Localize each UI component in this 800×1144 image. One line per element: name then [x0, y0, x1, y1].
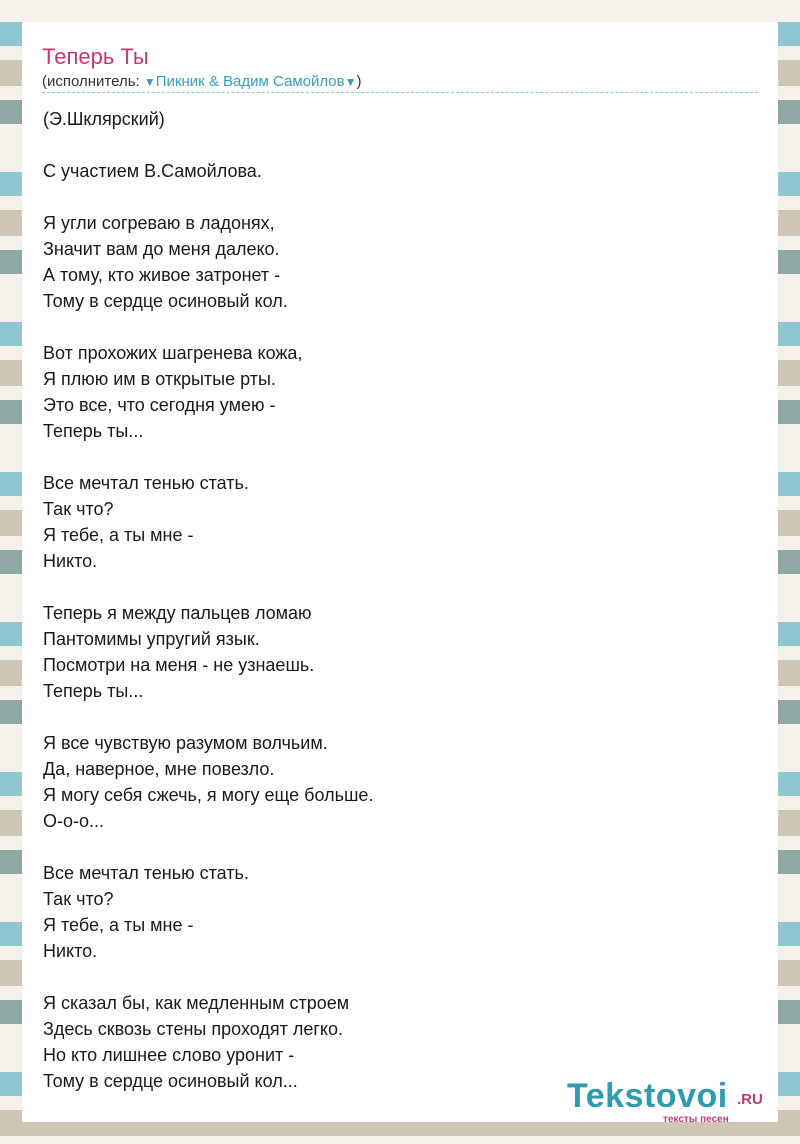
artist-line: [42, 73, 362, 90]
lyric-line: Тому в сердце осиновый кол.: [43, 291, 288, 311]
lyric-line: Все мечтал тенью стать.: [43, 863, 249, 883]
song-title: Теперь Ты: [42, 44, 149, 69]
stanza: [43, 730, 743, 834]
lyric-line: А тому, кто живое затронет -: [43, 265, 281, 285]
lyric-line: С участием В.Самойлова.: [43, 161, 262, 181]
lyric-line: Пантомимы упругий язык.: [43, 629, 260, 649]
lyric-line: Здесь сквозь стены проходят легко.: [43, 1019, 344, 1039]
lyric-line: О-о-о...: [43, 811, 105, 831]
lyric-line: Это все, что сегодня умею -: [43, 395, 276, 415]
lyrics-body: [43, 106, 743, 1094]
stanza: [43, 860, 743, 964]
lyric-line: Теперь я между пальцев ломаю: [43, 603, 312, 623]
lyric-line: Тому в сердце осиновый кол...: [43, 1071, 298, 1091]
logo-wordmark: Tekstovoi: [567, 1077, 728, 1115]
lyric-line: (Э.Шклярский): [43, 109, 165, 129]
lyric-line: Никто.: [43, 941, 98, 961]
title-divider: [42, 92, 758, 93]
stanza: [43, 158, 743, 184]
lyric-line: Я все чувствую разумом волчьим.: [43, 733, 328, 753]
artist-suffix: ): [356, 73, 362, 90]
lyric-line: Посмотри на меня - не узнаешь.: [43, 655, 315, 675]
lyric-line: Вот прохожих шагренева кожа,: [43, 343, 303, 363]
lyric-line: Все мечтал тенью стать.: [43, 473, 249, 493]
artist-prefix: (исполнитель:: [42, 73, 144, 90]
lyric-line: Я тебе, а ты мне -: [43, 525, 194, 545]
logo-subtitle: тексты песен: [663, 1114, 729, 1125]
lyric-line: Теперь ты...: [43, 421, 144, 441]
lyric-line: Я сказал бы, как медленным строем: [43, 993, 350, 1013]
chevron-down-icon[interactable]: ▼: [344, 75, 357, 89]
lyrics-card: [22, 22, 778, 1125]
lyric-line: Я угли согреваю в ладонях,: [43, 213, 275, 233]
lyric-line: Теперь ты...: [43, 681, 144, 701]
lyric-line: Я плюю им в открытые рты.: [43, 369, 276, 389]
chevron-down-icon: ▼: [143, 75, 156, 89]
stanza: [43, 210, 743, 314]
lyric-line: Никто.: [43, 551, 98, 571]
stanza: [43, 470, 743, 574]
logo-domain: .RU: [737, 1091, 763, 1108]
lyric-line: Так что?: [43, 889, 114, 909]
lyric-line: Но кто лишнее слово уронит -: [43, 1045, 295, 1065]
lyric-line: Да, наверное, мне повезло.: [43, 759, 275, 779]
stanza: [43, 600, 743, 704]
lyric-line: Так что?: [43, 499, 114, 519]
artist-link[interactable]: Пикник & Вадим Самойлов: [155, 73, 345, 90]
lyric-line: Я тебе, а ты мне -: [43, 915, 194, 935]
stanza: [43, 106, 743, 132]
stanza: [43, 340, 743, 444]
lyric-line: Я могу себя сжечь, я могу еще больше.: [43, 785, 374, 805]
lyric-line: Значит вам до меня далеко.: [43, 239, 280, 259]
site-logo[interactable]: [567, 1077, 777, 1125]
